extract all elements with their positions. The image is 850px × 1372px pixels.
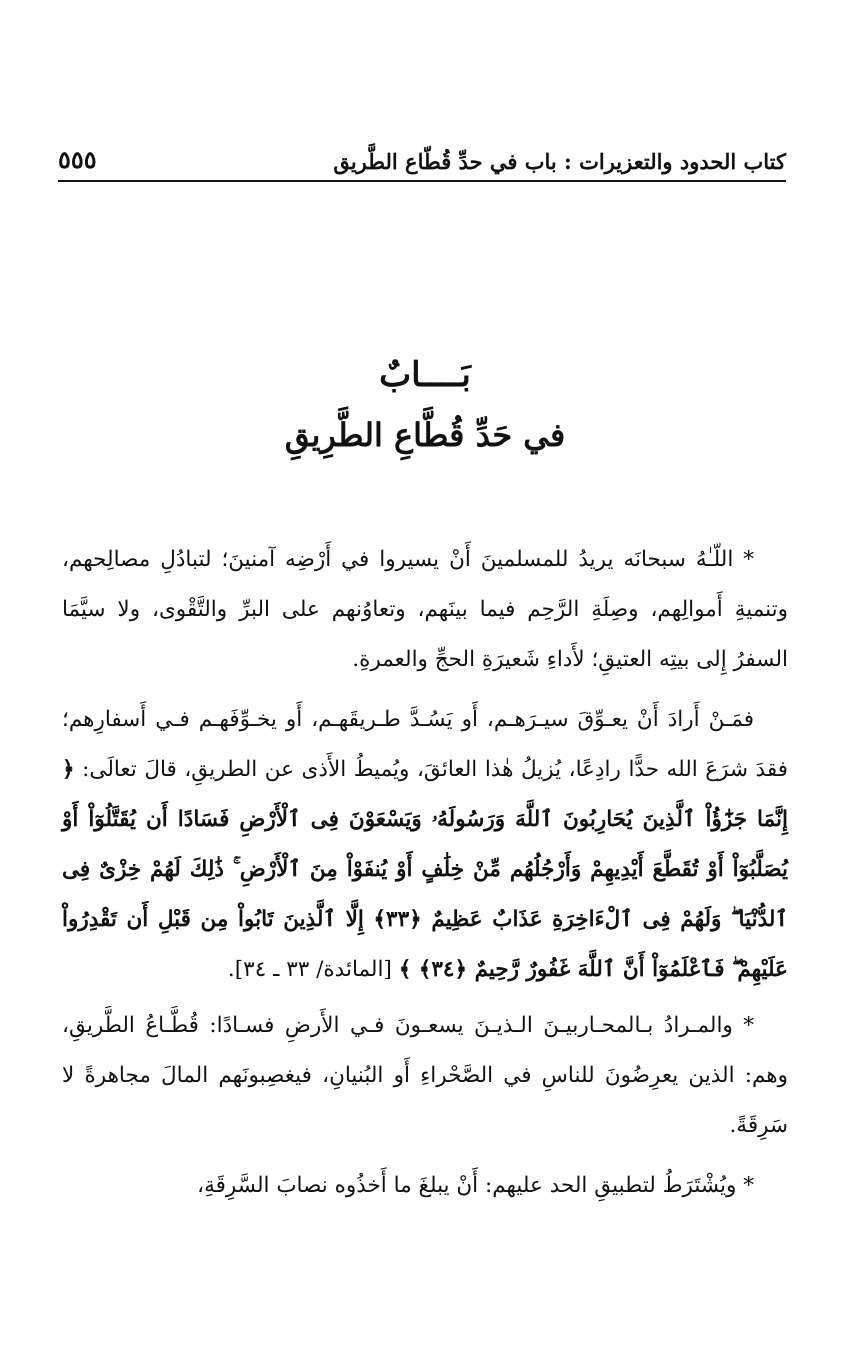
quran-verse: ﴿ إِنَّمَا جَزَٰٓؤُاْ ٱلَّذِينَ يُحَارِبُونَ ٱللَّهَ وَرَسُولَهُۥ وَيَسْعَوْنَ فِى ٱلْأَرْضِ فَسَادًا أَن يُقَتَّلُوٓاْ أَوْ يُصَلَّبُوٓاْ أَوْ تُقَطَّعَ أَيْدِيهِمْ وَأَرْجُلُهُم مِّنْ خِلَٰفٍ أَوْ يُنفَوْاْ مِنَ ٱلْأَرْضِ ۚ ذَٰلِكَ لَهُمْ خِزْىٌ فِى ٱلدُّنْيَا ۖ وَلَهُمْ فِى ٱلْءَاخِرَةِ عَذَابٌ عَظِيمٌ ﴿٣٣﴾ إِلَّا ٱلَّذِينَ تَابُواْ مِن قَبْلِ أَن تَقْدِرُواْ عَلَيْهِمْ ۖ فَٱعْلَمُوٓاْ أَنَّ ٱللَّهَ غَفُورٌ رَّحِيمٌ ﴿٣٤﴾ ﴾ — [62, 757, 788, 982]
body-text — [62, 535, 788, 1221]
paragraph-2 — [62, 695, 788, 995]
paragraph-2-intro: فمَـنْ أَرادَ أَنْ يعـوِّقَ سيـرَهـم، أَو يَسُـدَّ طـريقَهـم، أَو يخـوِّفَهـم فـي أَسفارِهم؛ فقدَ شرَعَ الله حدًّا رادِعًا، يُزيلُ هٰذا العائقَ، ويُميطُ الأَذى عن الطريقِ، قالَ تعالَى: — [62, 707, 788, 782]
paragraph-4: * ويُشْتَرَطُ لتطبيقِ الحد عليهم: أَنْ يبلغَ ما أَخذُوه نصابَ السَّرِقَةِ، — [197, 1173, 754, 1198]
running-header — [58, 130, 786, 182]
chapter-word: بَــــابٌ — [379, 355, 471, 395]
running-title: كتاب الحدود والتعزيرات : باب في حدِّ قُطّاع الطَّريق — [333, 149, 786, 174]
chapter-title: في حَدِّ قُطَّاعِ الطَّرِيقِ — [284, 416, 566, 454]
chapter-heading — [0, 345, 850, 465]
verse-citation: [المائدة/ ٣٣ ـ ٣٤]. — [227, 957, 392, 982]
paragraph-3: * والمـرادُ بـالمحـاربيـنَ الـذيـنَ يسعـونَ فـي الأَرضِ فسـادًا: قُطَّـاعُ الطَّريقِ، وهم: الذين يعرِضُونَ للناسِ في الصَّحْراءِ أَو البُنيانِ، فيغصِبونَهم المالَ مجاهرةً لا سَرِقَةً. — [62, 1013, 788, 1138]
paragraph-1: * اللّـٰهُ سبحانَه يريدُ للمسلمينَ أَنْ يسيروا في أَرْضِه آمنينَ؛ لتبادُلِ مصالِحهم، وتنميةِ أَموالِهم، وصِلَةِ الرَّحِم فيما بينَهم، وتعاوُنهم على البرِّ والتَّقْوى، ولا سيَّمَا السفرُ إِلى بيتِه العتيقِ؛ لأَداءِ شَعيرَةِ الحجِّ والعمرةِ. — [62, 547, 788, 672]
page-number: ٥٥٥ — [58, 145, 97, 174]
